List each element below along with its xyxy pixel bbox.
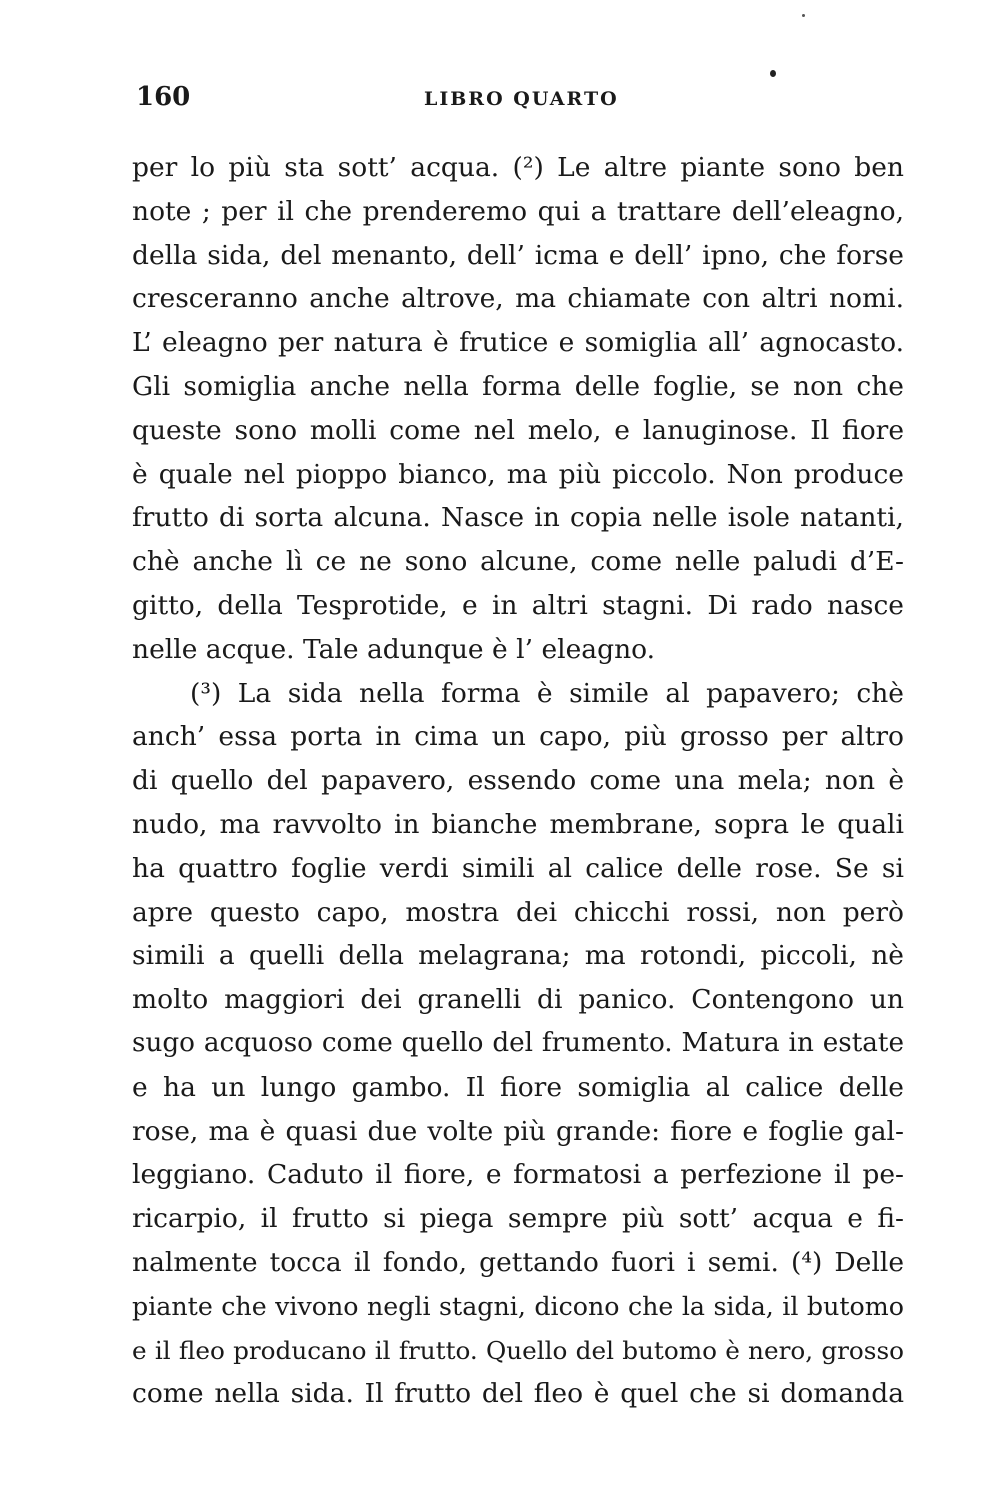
text-line: e il fleo producano il frutto. Quello del butomo è nero, grosso <box>132 1335 904 1365</box>
text-line: anch’ essa porta in cima un capo, più grosso per altro <box>132 721 904 753</box>
text-line: chè anche lì ce ne sono alcune, come nelle paludi d’E- <box>132 546 904 578</box>
page-number: 160 <box>136 82 191 112</box>
print-speck <box>802 14 805 17</box>
text-line: sugo acquoso come quello del frumento. Matura in estate <box>132 1027 904 1058</box>
text-line: cresceranno anche altrove, ma chiamate con altri nomi. <box>132 283 904 315</box>
text-line: Gli somiglia anche nella forma delle foglie, se non che <box>132 370 904 402</box>
text-line: piante che vivono negli stagni, dicono che la sida, il butomo <box>132 1291 904 1321</box>
text-line: ricarpio, il frutto si piega sempre più sott’ acqua e fi- <box>132 1203 904 1235</box>
text-line: leggiano. Caduto il fiore, e formatosi a perfezione il pe- <box>132 1159 904 1191</box>
text-line: di quello del papavero, essendo come una mela; non è <box>132 765 904 797</box>
text-line: L’ eleagno per natura è frutice e somiglia all’ agnocasto. <box>132 327 904 359</box>
text-line: nudo, ma ravvolto in bianche membrane, sopra le quali <box>132 808 904 840</box>
text-line: gitto, della Tesprotide, e in altri stagni. Di rado nasce <box>132 589 904 621</box>
text-line: apre questo capo, mostra dei chicchi rossi, non però <box>132 896 904 928</box>
text-line: e ha un lungo gambo. Il fiore somiglia al calice delle <box>132 1071 904 1103</box>
text-line: della sida, del menanto, dell’ icma e dell’ ipno, che forse <box>132 239 904 271</box>
text-line: ha quattro foglie verdi simili al calice delle rose. Se si <box>132 852 904 884</box>
text-line: nelle acque. Tale adunque è l’ eleagno. <box>132 633 656 665</box>
body-text <box>132 146 904 1416</box>
text-line: è quale nel pioppo bianco, ma più piccolo. Non produce <box>132 458 904 490</box>
text-line: per lo più sta sott’ acqua. (²) Le altre piante sono ben <box>132 152 904 183</box>
text-line: come nella sida. Il frutto del fleo è quel che si domanda <box>132 1378 904 1410</box>
running-title: LIBRO QUARTO <box>424 88 619 110</box>
text-line: molto maggiori dei granelli di panico. Contengono un <box>132 984 904 1016</box>
text-line: nalmente tocca il fondo, gettando fuori i semi. (⁴) Delle <box>132 1246 904 1278</box>
text-line: simili a quelli della melagrana; ma rotondi, piccoli, nè <box>132 940 904 972</box>
text-line: note ; per il che prenderemo qui a trattare dell’eleagno, <box>132 195 904 227</box>
paragraph-start-line: (³) La sida nella forma è simile al papavero; chè <box>190 677 904 709</box>
text-line: queste sono molli come nel melo, e lanuginose. Il fiore <box>132 414 904 446</box>
text-line: rose, ma è quasi due volte più grande: fiore e foglie gal- <box>132 1115 904 1147</box>
text-line: frutto di sorta alcuna. Nasce in copia nelle isole natanti, <box>132 502 904 534</box>
print-speck <box>770 70 776 77</box>
